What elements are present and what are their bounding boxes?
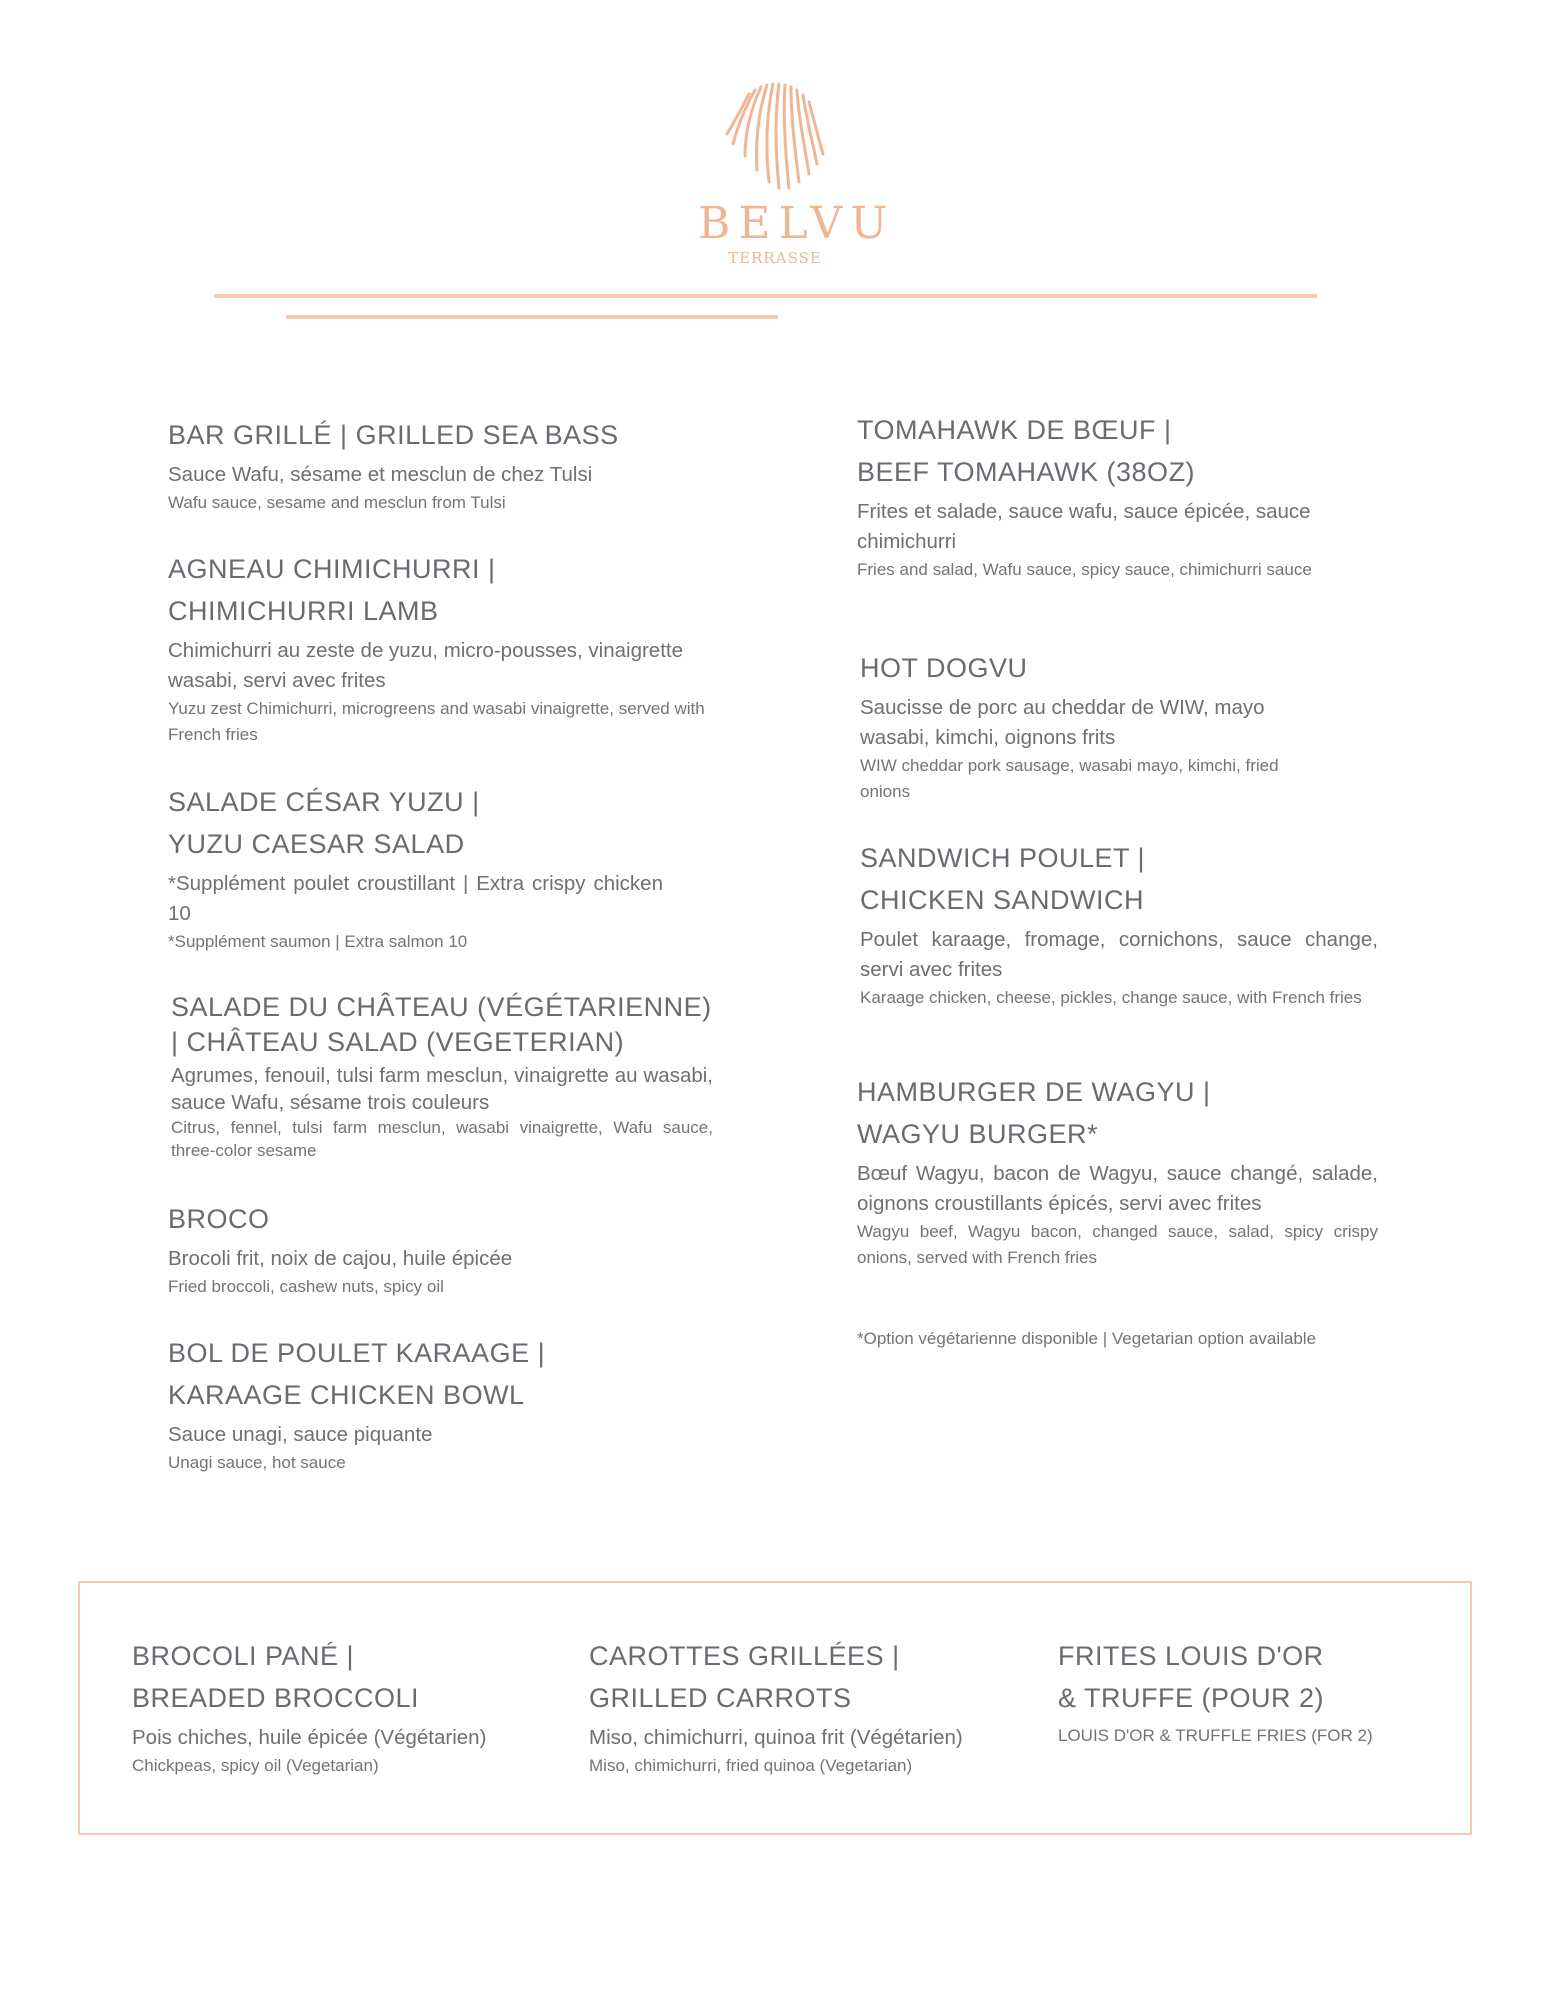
item-title: AGNEAU CHIMICHURRI | [168, 554, 496, 584]
item-title: BROCOLI PANÉ | [132, 1641, 355, 1671]
wave-logo-icon [715, 78, 835, 196]
menu-item-tomahawk [857, 409, 1317, 583]
item-description-fr: Miso, chimichurri, quinoa frit (Végétarien) [589, 1726, 963, 1749]
item-description-en: LOUIS D'OR & TRUFFLE FRIES (FOR 2) [1058, 1726, 1373, 1745]
item-description-fr: Agrumes, fenouil, tulsi farm mesclun, vinaigrette au wasabi, sauce Wafu, sésame trois couleurs [171, 1064, 713, 1114]
header-rule-long [214, 294, 1317, 298]
item-description-en: WIW cheddar pork sausage, wasabi mayo, kimchi, fried onions [860, 756, 1279, 801]
item-description-fr: Chimichurri au zeste de yuzu, micro-pousses, vinaigrette wasabi, servi avec frites [168, 639, 683, 692]
side-item-grilled-carrots [589, 1635, 1029, 1779]
item-description-fr: Poulet karaage, fromage, cornichons, sauce change, servi avec frites [860, 928, 1378, 981]
logo [690, 78, 896, 267]
item-title-en: CHIMICHURRI LAMB [168, 596, 439, 626]
menu-item-karaage-bowl [168, 1332, 708, 1476]
header-rule-short [286, 315, 778, 319]
item-description-fr: Brocoli frit, noix de cajou, huile épicée [168, 1247, 513, 1270]
item-title: TOMAHAWK DE BŒUF | [857, 415, 1172, 445]
menu-item-broco [168, 1198, 708, 1300]
menu-item-hot-dogvu [860, 647, 1320, 805]
menu-item-wagyu-burger [857, 1071, 1378, 1271]
item-description-en: Chickpeas, spicy oil (Vegetarian) [132, 1756, 379, 1775]
item-title-en: | CHÂTEAU SALAD (VEGETERIAN) [171, 1027, 625, 1057]
item-title: BROCO [168, 1204, 270, 1234]
menu-item-chicken-sandwich [860, 837, 1378, 1011]
item-description-en: *Supplément saumon | Extra salmon 10 [168, 932, 468, 951]
item-description-en: Wafu sauce, sesame and mesclun from Tulsi [168, 493, 506, 512]
side-item-truffle-fries [1058, 1635, 1438, 1749]
item-description-en: Miso, chimichurri, fried quinoa (Vegetarian) [589, 1756, 913, 1775]
item-title: CAROTTES GRILLÉES | [589, 1641, 900, 1671]
menu-item-caesar-salad [168, 781, 663, 955]
item-title: HOT DOGVU [860, 653, 1028, 683]
item-description-en: Wagyu beef, Wagyu bacon, changed sauce, salad, spicy crispy onions, served with French fries [857, 1222, 1378, 1267]
item-title: SALADE DU CHÂTEAU (VÉGÉTARIENNE) [171, 992, 712, 1022]
menu-item-sea-bass [168, 414, 708, 516]
item-description-fr: Bœuf Wagyu, bacon de Wagyu, sauce changé, salade, oignons croustillants épicés, servi avec frites [857, 1162, 1378, 1215]
item-description-en: Yuzu zest Chimichurri, microgreens and wasabi vinaigrette, served with French fries [168, 699, 705, 744]
item-title-en: & TRUFFE (POUR 2) [1058, 1683, 1325, 1713]
side-item-breaded-broccoli [132, 1635, 562, 1779]
item-title: SALADE CÉSAR YUZU | [168, 787, 480, 817]
item-description-en: Fried broccoli, cashew nuts, spicy oil [168, 1277, 444, 1296]
item-title: HAMBURGER DE WAGYU | [857, 1077, 1211, 1107]
brand-name: BELVU [698, 198, 896, 249]
vegetarian-note-text: *Option végétarienne disponible | Vegetarian option available [857, 1329, 1317, 1348]
item-title-en: GRILLED CARROTS [589, 1683, 852, 1713]
item-title-en: CHICKEN SANDWICH [860, 885, 1145, 915]
item-description-fr: *Supplément poulet croustillant | Extra crispy chicken 10 [168, 872, 663, 925]
menu-item-chateau-salad [171, 990, 713, 1162]
item-description-en: Unagi sauce, hot sauce [168, 1453, 346, 1472]
brand-subtitle: TERRASSE [728, 249, 822, 267]
menu-item-lamb [168, 548, 708, 748]
item-description-fr: Sauce unagi, sauce piquante [168, 1423, 433, 1446]
item-title: BOL DE POULET KARAAGE | [168, 1338, 546, 1368]
vegetarian-note [857, 1326, 1378, 1352]
item-description-fr: Sauce Wafu, sésame et mesclun de chez Tulsi [168, 463, 593, 486]
item-title-en: KARAAGE CHICKEN BOWL [168, 1380, 525, 1410]
item-title-en: BEEF TOMAHAWK (38OZ) [857, 457, 1196, 487]
item-description-en: Citrus, fennel, tulsi farm mesclun, wasabi vinaigrette, Wafu sauce, three-color sesame [171, 1118, 713, 1160]
item-title: FRITES LOUIS D'OR [1058, 1641, 1324, 1671]
sides-box [78, 1581, 1472, 1835]
item-description-fr: Frites et salade, sauce wafu, sauce épicée, sauce chimichurri [857, 500, 1311, 553]
item-description-en: Fries and salad, Wafu sauce, spicy sauce, chimichurri sauce [857, 560, 1312, 579]
item-title: SANDWICH POULET | [860, 843, 1146, 873]
item-title-en: YUZU CAESAR SALAD [168, 829, 465, 859]
item-description-fr: Saucisse de porc au cheddar de WIW, mayo wasabi, kimchi, oignons frits [860, 696, 1265, 749]
item-title: BAR GRILLÉ | GRILLED SEA BASS [168, 420, 619, 450]
item-title-en: WAGYU BURGER* [857, 1119, 1099, 1149]
item-description-fr: Pois chiches, huile épicée (Végétarien) [132, 1726, 487, 1749]
item-title-en: BREADED BROCCOLI [132, 1683, 420, 1713]
item-description-en: Karaage chicken, cheese, pickles, change sauce, with French fries [860, 988, 1362, 1007]
